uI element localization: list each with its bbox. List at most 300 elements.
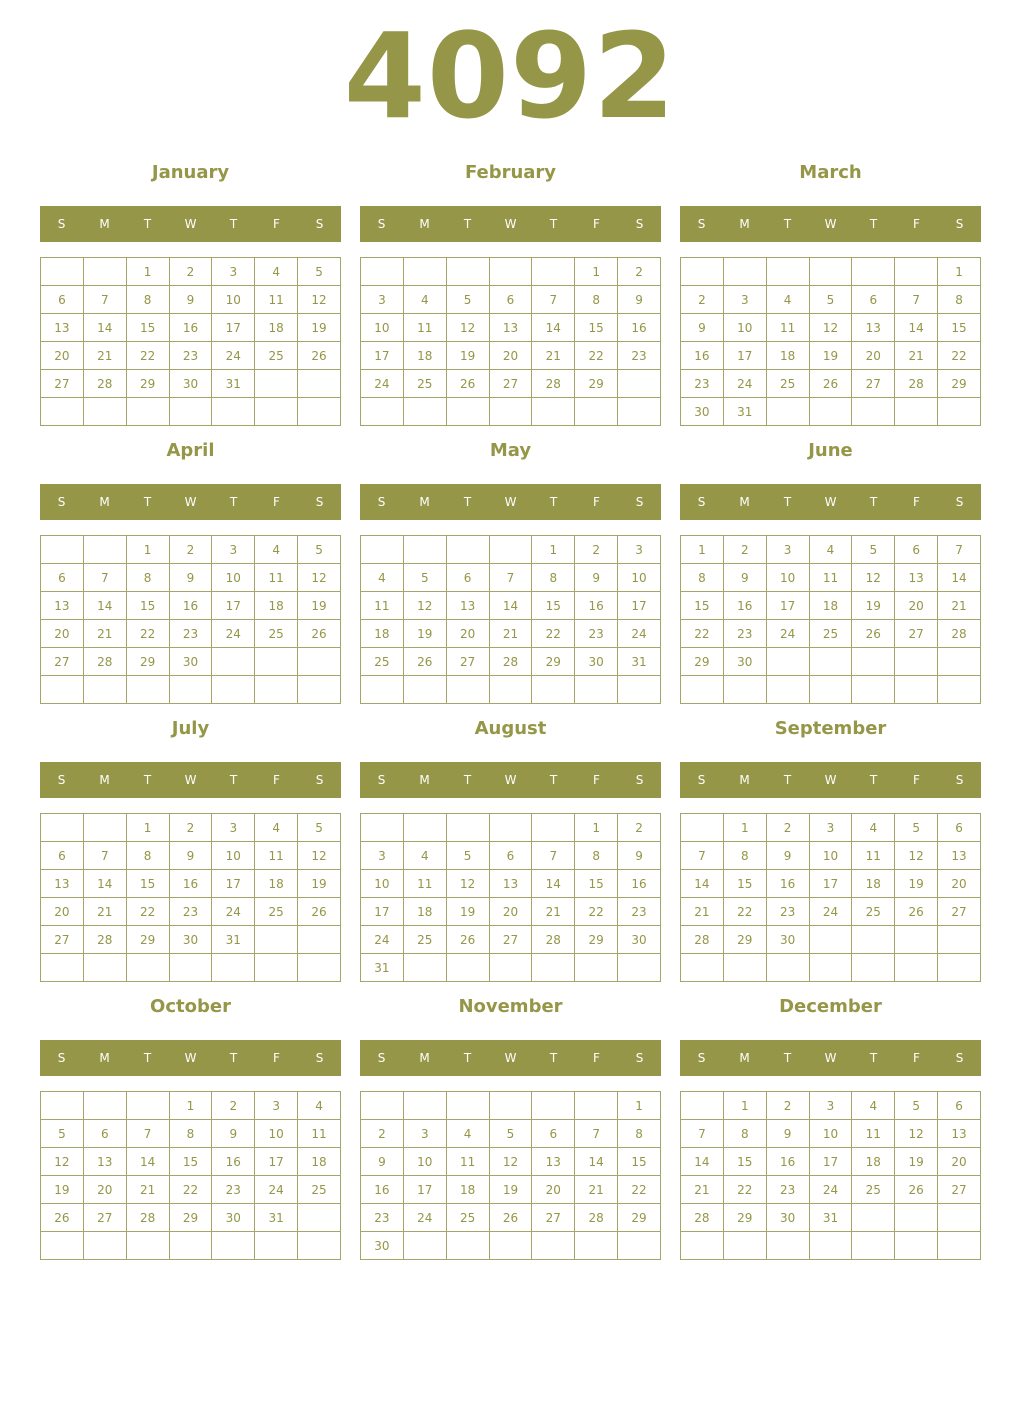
day-cell: 17 xyxy=(809,1148,852,1176)
day-cell: 16 xyxy=(766,870,809,898)
day-cell: 26 xyxy=(298,898,341,926)
day-cell: 16 xyxy=(212,1148,255,1176)
day-cell xyxy=(895,398,938,426)
day-cell xyxy=(83,1092,126,1120)
weekday-label: F xyxy=(913,217,920,231)
day-cell: 30 xyxy=(766,926,809,954)
day-cell: 29 xyxy=(575,926,618,954)
day-cell xyxy=(361,398,404,426)
day-cell: 12 xyxy=(298,564,341,592)
weekday-label: T xyxy=(549,773,558,787)
week-row xyxy=(361,870,661,898)
day-cell xyxy=(489,536,532,564)
day-cell xyxy=(169,398,212,426)
day-cell xyxy=(41,1232,84,1260)
day-cell: 8 xyxy=(169,1120,212,1148)
day-cell: 9 xyxy=(212,1120,255,1148)
day-cell: 23 xyxy=(169,342,212,370)
week-row xyxy=(361,1176,661,1204)
day-cell xyxy=(852,926,895,954)
day-cell: 13 xyxy=(83,1148,126,1176)
day-cell: 10 xyxy=(809,1120,852,1148)
day-cell xyxy=(681,954,724,982)
week-row xyxy=(681,814,981,842)
weekday-label: S xyxy=(635,217,644,231)
weekday-label: M xyxy=(419,495,430,509)
day-cell: 20 xyxy=(938,870,981,898)
weekday-label: M xyxy=(739,495,750,509)
day-cell: 6 xyxy=(532,1120,575,1148)
day-cell xyxy=(532,954,575,982)
day-cell: 29 xyxy=(618,1204,661,1232)
day-cell xyxy=(852,398,895,426)
day-cell xyxy=(361,258,404,286)
day-cell: 24 xyxy=(809,1176,852,1204)
week-row xyxy=(681,314,981,342)
day-cell: 19 xyxy=(446,898,489,926)
day-cell xyxy=(852,676,895,704)
day-cell: 12 xyxy=(895,842,938,870)
day-cell: 27 xyxy=(852,370,895,398)
day-cell: 17 xyxy=(255,1148,298,1176)
day-cell: 5 xyxy=(298,536,341,564)
week-row xyxy=(681,342,981,370)
day-cell xyxy=(212,398,255,426)
day-cell: 6 xyxy=(852,286,895,314)
day-cell: 13 xyxy=(895,564,938,592)
day-cell: 29 xyxy=(938,370,981,398)
day-cell xyxy=(489,676,532,704)
weekday-label: S xyxy=(955,495,964,509)
day-cell: 20 xyxy=(489,898,532,926)
day-cell: 1 xyxy=(575,814,618,842)
day-cell: 29 xyxy=(723,1204,766,1232)
day-cell: 24 xyxy=(809,898,852,926)
day-cell xyxy=(575,954,618,982)
week-row xyxy=(41,676,341,704)
week-row xyxy=(361,398,661,426)
day-cell xyxy=(681,1232,724,1260)
day-grid xyxy=(360,813,661,982)
weekday-label: S xyxy=(57,1051,66,1065)
day-cell: 7 xyxy=(681,842,724,870)
day-cell xyxy=(298,1232,341,1260)
weekday-label: W xyxy=(504,217,517,231)
day-cell: 2 xyxy=(212,1092,255,1120)
day-grid xyxy=(680,535,981,704)
day-cell: 26 xyxy=(852,620,895,648)
day-cell: 3 xyxy=(723,286,766,314)
day-cell: 4 xyxy=(446,1120,489,1148)
day-cell: 5 xyxy=(895,814,938,842)
week-row xyxy=(361,314,661,342)
day-cell: 11 xyxy=(255,564,298,592)
week-row xyxy=(41,954,341,982)
day-cell: 20 xyxy=(489,342,532,370)
day-cell xyxy=(852,1204,895,1232)
weekday-label: T xyxy=(143,1051,152,1065)
day-cell: 17 xyxy=(618,592,661,620)
day-cell: 5 xyxy=(446,286,489,314)
day-cell: 8 xyxy=(532,564,575,592)
day-cell: 21 xyxy=(126,1176,169,1204)
day-cell xyxy=(255,370,298,398)
day-cell: 12 xyxy=(298,842,341,870)
weekday-label: T xyxy=(143,773,152,787)
day-cell: 28 xyxy=(532,370,575,398)
day-cell: 27 xyxy=(938,1176,981,1204)
weekday-label: M xyxy=(99,1051,110,1065)
day-cell: 18 xyxy=(255,592,298,620)
day-cell: 10 xyxy=(403,1148,446,1176)
day-cell: 28 xyxy=(83,648,126,676)
weekday-label: S xyxy=(57,495,66,509)
weekday-label: W xyxy=(184,773,197,787)
day-cell xyxy=(403,954,446,982)
week-row xyxy=(681,870,981,898)
day-cell xyxy=(446,954,489,982)
day-cell: 6 xyxy=(41,842,84,870)
day-cell: 20 xyxy=(41,342,84,370)
month-name: October xyxy=(150,996,231,1017)
day-cell: 22 xyxy=(126,620,169,648)
day-cell: 2 xyxy=(618,258,661,286)
day-cell: 13 xyxy=(489,314,532,342)
weekday-label: M xyxy=(99,773,110,787)
day-cell xyxy=(169,954,212,982)
day-cell: 7 xyxy=(489,564,532,592)
week-row xyxy=(681,842,981,870)
weekday-label: W xyxy=(504,773,517,787)
weekday-label: T xyxy=(463,773,472,787)
weekday-label: T xyxy=(869,217,878,231)
week-row xyxy=(681,648,981,676)
weekday-header xyxy=(360,206,661,242)
day-cell xyxy=(489,1232,532,1260)
day-cell xyxy=(212,954,255,982)
month-name: November xyxy=(458,996,563,1017)
day-cell: 15 xyxy=(169,1148,212,1176)
weekday-label: W xyxy=(184,1051,197,1065)
day-cell xyxy=(895,1204,938,1232)
week-row xyxy=(361,954,661,982)
day-cell: 11 xyxy=(403,870,446,898)
day-cell: 23 xyxy=(361,1204,404,1232)
day-cell: 23 xyxy=(618,898,661,926)
day-cell xyxy=(126,1092,169,1120)
weekday-label: F xyxy=(273,217,280,231)
day-cell: 14 xyxy=(895,314,938,342)
day-cell xyxy=(681,676,724,704)
day-cell xyxy=(895,954,938,982)
day-cell: 22 xyxy=(681,620,724,648)
weekday-label: F xyxy=(593,495,600,509)
day-cell: 1 xyxy=(126,536,169,564)
day-cell: 7 xyxy=(895,286,938,314)
day-cell xyxy=(403,1232,446,1260)
day-cell: 17 xyxy=(809,870,852,898)
day-cell: 3 xyxy=(212,258,255,286)
day-cell xyxy=(361,1092,404,1120)
day-cell: 26 xyxy=(489,1204,532,1232)
day-cell xyxy=(852,648,895,676)
weekday-header xyxy=(360,762,661,798)
weekday-label: S xyxy=(635,1051,644,1065)
day-cell: 1 xyxy=(532,536,575,564)
day-cell xyxy=(298,676,341,704)
day-cell: 15 xyxy=(938,314,981,342)
day-cell: 23 xyxy=(575,620,618,648)
day-cell xyxy=(361,676,404,704)
day-cell xyxy=(298,370,341,398)
day-cell xyxy=(532,676,575,704)
day-cell: 20 xyxy=(446,620,489,648)
day-cell: 22 xyxy=(169,1176,212,1204)
day-cell: 3 xyxy=(809,814,852,842)
month-name: September xyxy=(774,718,887,739)
day-cell: 7 xyxy=(83,564,126,592)
day-cell xyxy=(403,398,446,426)
day-cell: 17 xyxy=(361,898,404,926)
day-cell: 26 xyxy=(895,1176,938,1204)
week-row xyxy=(361,258,661,286)
day-cell: 28 xyxy=(83,926,126,954)
day-cell xyxy=(766,648,809,676)
day-cell: 27 xyxy=(532,1204,575,1232)
day-cell: 11 xyxy=(403,314,446,342)
day-cell xyxy=(766,1232,809,1260)
day-cell xyxy=(766,954,809,982)
day-cell xyxy=(41,398,84,426)
weekday-label: T xyxy=(549,1051,558,1065)
day-cell: 3 xyxy=(212,814,255,842)
day-grid xyxy=(680,257,981,426)
day-cell: 23 xyxy=(766,1176,809,1204)
week-row xyxy=(681,1120,981,1148)
day-cell: 1 xyxy=(723,1092,766,1120)
day-cell: 18 xyxy=(766,342,809,370)
day-cell: 8 xyxy=(938,286,981,314)
day-cell xyxy=(809,648,852,676)
week-row xyxy=(41,398,341,426)
day-cell: 15 xyxy=(618,1148,661,1176)
day-cell xyxy=(83,1232,126,1260)
day-cell: 26 xyxy=(403,648,446,676)
day-cell: 21 xyxy=(938,592,981,620)
day-cell: 12 xyxy=(446,870,489,898)
day-cell: 23 xyxy=(169,898,212,926)
day-cell: 22 xyxy=(532,620,575,648)
week-row xyxy=(41,620,341,648)
day-cell: 14 xyxy=(575,1148,618,1176)
day-cell: 9 xyxy=(723,564,766,592)
day-cell: 9 xyxy=(169,842,212,870)
day-cell: 19 xyxy=(403,620,446,648)
week-row xyxy=(361,536,661,564)
day-cell: 7 xyxy=(83,286,126,314)
day-cell: 8 xyxy=(723,842,766,870)
day-cell: 30 xyxy=(681,398,724,426)
weekday-label: T xyxy=(229,1051,238,1065)
day-cell xyxy=(532,1092,575,1120)
day-cell: 20 xyxy=(938,1148,981,1176)
day-cell xyxy=(83,814,126,842)
week-row xyxy=(361,814,661,842)
day-cell: 24 xyxy=(361,926,404,954)
day-cell: 1 xyxy=(681,536,724,564)
week-row xyxy=(41,814,341,842)
day-cell xyxy=(532,258,575,286)
day-grid xyxy=(360,1091,661,1260)
day-cell: 19 xyxy=(809,342,852,370)
weekday-label: M xyxy=(739,773,750,787)
weekday-header xyxy=(40,1040,341,1076)
day-grid xyxy=(40,1091,341,1260)
day-cell: 28 xyxy=(575,1204,618,1232)
day-cell: 16 xyxy=(575,592,618,620)
day-cell xyxy=(403,814,446,842)
day-cell: 3 xyxy=(212,536,255,564)
day-cell: 30 xyxy=(618,926,661,954)
day-cell xyxy=(489,814,532,842)
week-row xyxy=(681,926,981,954)
day-cell xyxy=(532,1232,575,1260)
day-cell: 11 xyxy=(361,592,404,620)
day-grid xyxy=(680,813,981,982)
weekday-label: S xyxy=(697,1051,706,1065)
week-row xyxy=(41,314,341,342)
day-cell: 14 xyxy=(83,870,126,898)
day-cell: 6 xyxy=(938,1092,981,1120)
weekday-label: S xyxy=(315,1051,324,1065)
day-cell: 25 xyxy=(766,370,809,398)
day-cell: 9 xyxy=(681,314,724,342)
day-cell: 24 xyxy=(212,620,255,648)
day-cell: 12 xyxy=(895,1120,938,1148)
day-cell: 4 xyxy=(809,536,852,564)
weekday-label: S xyxy=(697,773,706,787)
weekday-label: T xyxy=(783,495,792,509)
day-cell: 30 xyxy=(361,1232,404,1260)
weekday-label: S xyxy=(377,773,386,787)
day-cell: 18 xyxy=(809,592,852,620)
day-cell: 29 xyxy=(723,926,766,954)
day-cell xyxy=(938,1232,981,1260)
day-cell: 12 xyxy=(489,1148,532,1176)
day-cell: 27 xyxy=(938,898,981,926)
day-cell xyxy=(403,676,446,704)
day-cell: 16 xyxy=(766,1148,809,1176)
day-cell: 21 xyxy=(681,1176,724,1204)
day-cell: 18 xyxy=(255,870,298,898)
day-cell: 16 xyxy=(169,870,212,898)
weekday-label: W xyxy=(824,217,837,231)
day-cell: 12 xyxy=(809,314,852,342)
week-row xyxy=(41,1148,341,1176)
day-cell: 22 xyxy=(938,342,981,370)
day-cell xyxy=(809,676,852,704)
weekday-label: T xyxy=(143,495,152,509)
day-cell: 18 xyxy=(361,620,404,648)
weekday-label: S xyxy=(955,217,964,231)
day-cell xyxy=(532,398,575,426)
day-cell xyxy=(298,954,341,982)
day-cell: 16 xyxy=(169,592,212,620)
week-row xyxy=(681,564,981,592)
week-row xyxy=(361,342,661,370)
weekday-label: S xyxy=(635,773,644,787)
day-cell: 8 xyxy=(681,564,724,592)
weekday-label: M xyxy=(99,217,110,231)
day-cell xyxy=(446,398,489,426)
day-cell: 5 xyxy=(298,258,341,286)
day-cell xyxy=(446,258,489,286)
weekday-label: S xyxy=(377,1051,386,1065)
weekday-label: W xyxy=(184,217,197,231)
day-cell: 10 xyxy=(212,286,255,314)
weekday-header xyxy=(40,206,341,242)
weekday-label: T xyxy=(143,217,152,231)
day-cell: 18 xyxy=(403,898,446,926)
day-cell xyxy=(938,1204,981,1232)
week-row xyxy=(361,592,661,620)
weekday-label: W xyxy=(184,495,197,509)
week-row xyxy=(681,676,981,704)
day-cell: 30 xyxy=(169,648,212,676)
day-cell: 23 xyxy=(212,1176,255,1204)
day-cell: 4 xyxy=(298,1092,341,1120)
day-cell: 18 xyxy=(403,342,446,370)
day-cell: 16 xyxy=(618,870,661,898)
month-name: May xyxy=(489,440,532,461)
day-cell: 30 xyxy=(723,648,766,676)
day-cell: 10 xyxy=(766,564,809,592)
week-row xyxy=(681,1148,981,1176)
week-row xyxy=(681,1232,981,1260)
day-cell: 16 xyxy=(169,314,212,342)
day-cell: 9 xyxy=(169,286,212,314)
day-cell: 10 xyxy=(618,564,661,592)
day-cell: 8 xyxy=(575,842,618,870)
day-cell: 2 xyxy=(723,536,766,564)
day-cell xyxy=(575,1092,618,1120)
day-cell: 27 xyxy=(41,648,84,676)
weekday-label: M xyxy=(419,773,430,787)
day-cell: 24 xyxy=(212,898,255,926)
week-row xyxy=(41,342,341,370)
day-cell: 27 xyxy=(446,648,489,676)
day-cell: 4 xyxy=(403,286,446,314)
day-cell: 29 xyxy=(681,648,724,676)
day-cell: 11 xyxy=(852,1120,895,1148)
day-cell: 6 xyxy=(83,1120,126,1148)
weekday-label: S xyxy=(377,495,386,509)
day-cell: 12 xyxy=(298,286,341,314)
day-cell: 29 xyxy=(575,370,618,398)
month-name: April xyxy=(166,440,215,461)
week-row xyxy=(681,1176,981,1204)
month-name: February xyxy=(464,162,557,183)
weekday-label: F xyxy=(913,773,920,787)
day-cell xyxy=(403,1092,446,1120)
week-row xyxy=(361,1148,661,1176)
weekday-header xyxy=(360,484,661,520)
day-cell: 30 xyxy=(169,926,212,954)
day-cell: 20 xyxy=(852,342,895,370)
day-cell: 11 xyxy=(255,842,298,870)
day-cell: 13 xyxy=(938,1120,981,1148)
week-row xyxy=(681,954,981,982)
